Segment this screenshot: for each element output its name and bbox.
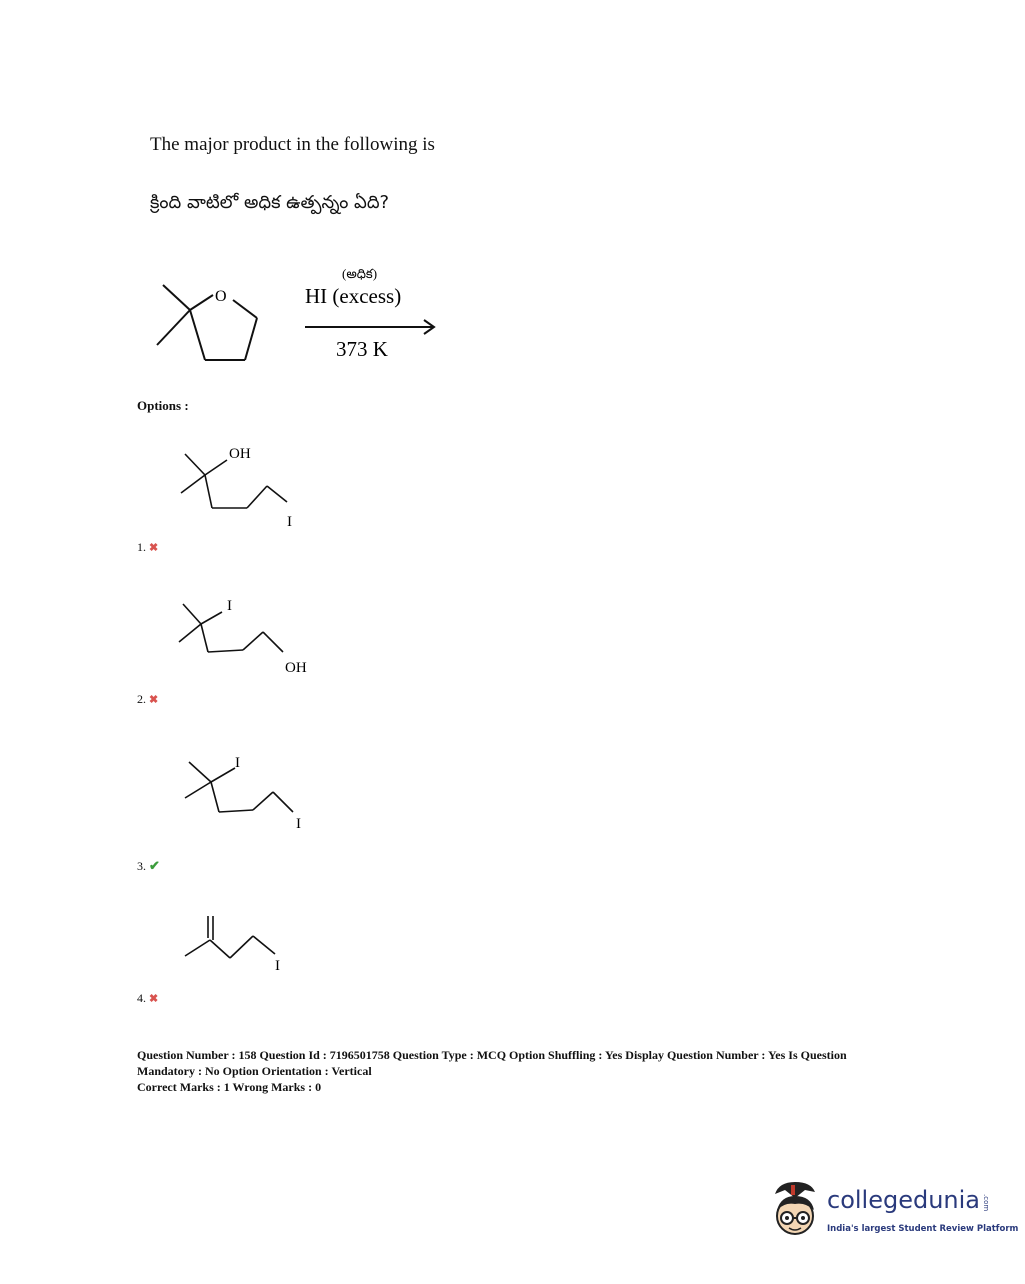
mascot-icon — [765, 1176, 825, 1246]
options-label: Options : — [137, 398, 189, 413]
reaction-scheme — [140, 255, 460, 375]
collegedunia-logo — [765, 1176, 1019, 1246]
option-4-wrong-icon: ✖ — [149, 993, 159, 1005]
option-3-structure — [175, 750, 325, 835]
option-3-i-label-bottom: I — [296, 816, 301, 832]
reaction-arrow — [305, 320, 434, 334]
logo-tagline: India's largest Student Review Platform — [827, 1224, 1019, 1234]
option-1-wrong-icon: ✖ — [149, 542, 159, 554]
marks-info: Correct Marks : 1 Wrong Marks : 0 — [137, 1080, 322, 1094]
option-1-oh-label: OH — [229, 446, 251, 462]
tetrahydrofuran-structure — [157, 285, 257, 360]
question-text-telugu: క్రింది వాటిలో అధిక ఉత్పన్నం ఏది? — [150, 192, 390, 213]
reagent-label: HI (excess) — [305, 284, 402, 308]
option-3-correct-icon: ✔ — [149, 858, 160, 873]
option-4-i-label: I — [275, 958, 280, 974]
option-3-i-label-top: I — [235, 755, 240, 771]
option-1-i-label: I — [287, 514, 292, 530]
option-2-wrong-icon: ✖ — [149, 694, 159, 706]
question-text-english: The major product in the following is — [150, 134, 435, 155]
option-2-number: 2. — [137, 692, 146, 706]
option-2-i-label: I — [227, 598, 232, 614]
option-4-number: 4. — [137, 991, 146, 1005]
option-1[interactable] — [137, 540, 158, 555]
option-4-structure — [175, 908, 305, 978]
condition-label: 373 K — [336, 337, 388, 361]
option-2-structure — [175, 590, 325, 680]
option-4[interactable] — [137, 991, 158, 1006]
option-1-structure — [175, 440, 315, 530]
option-2-oh-label: OH — [285, 660, 307, 676]
ring-oxygen-label: O — [215, 288, 227, 305]
question-metadata: Question Number : 158 Question Id : 7196501758 Question Type : MCQ Option Shuffling : Yes Display Question Number : Yes Is Question Mandatory : No Option Orientation : Vertical — [137, 1048, 847, 1078]
option-2[interactable] — [137, 692, 158, 707]
reagent-telugu: (అధిక) — [342, 266, 378, 281]
option-1-number: 1. — [137, 540, 146, 554]
option-3-number: 3. — [137, 859, 146, 873]
logo-domain: .com — [982, 1194, 990, 1212]
option-3[interactable] — [137, 858, 160, 874]
logo-wordmark: collegedunia — [827, 1186, 981, 1214]
